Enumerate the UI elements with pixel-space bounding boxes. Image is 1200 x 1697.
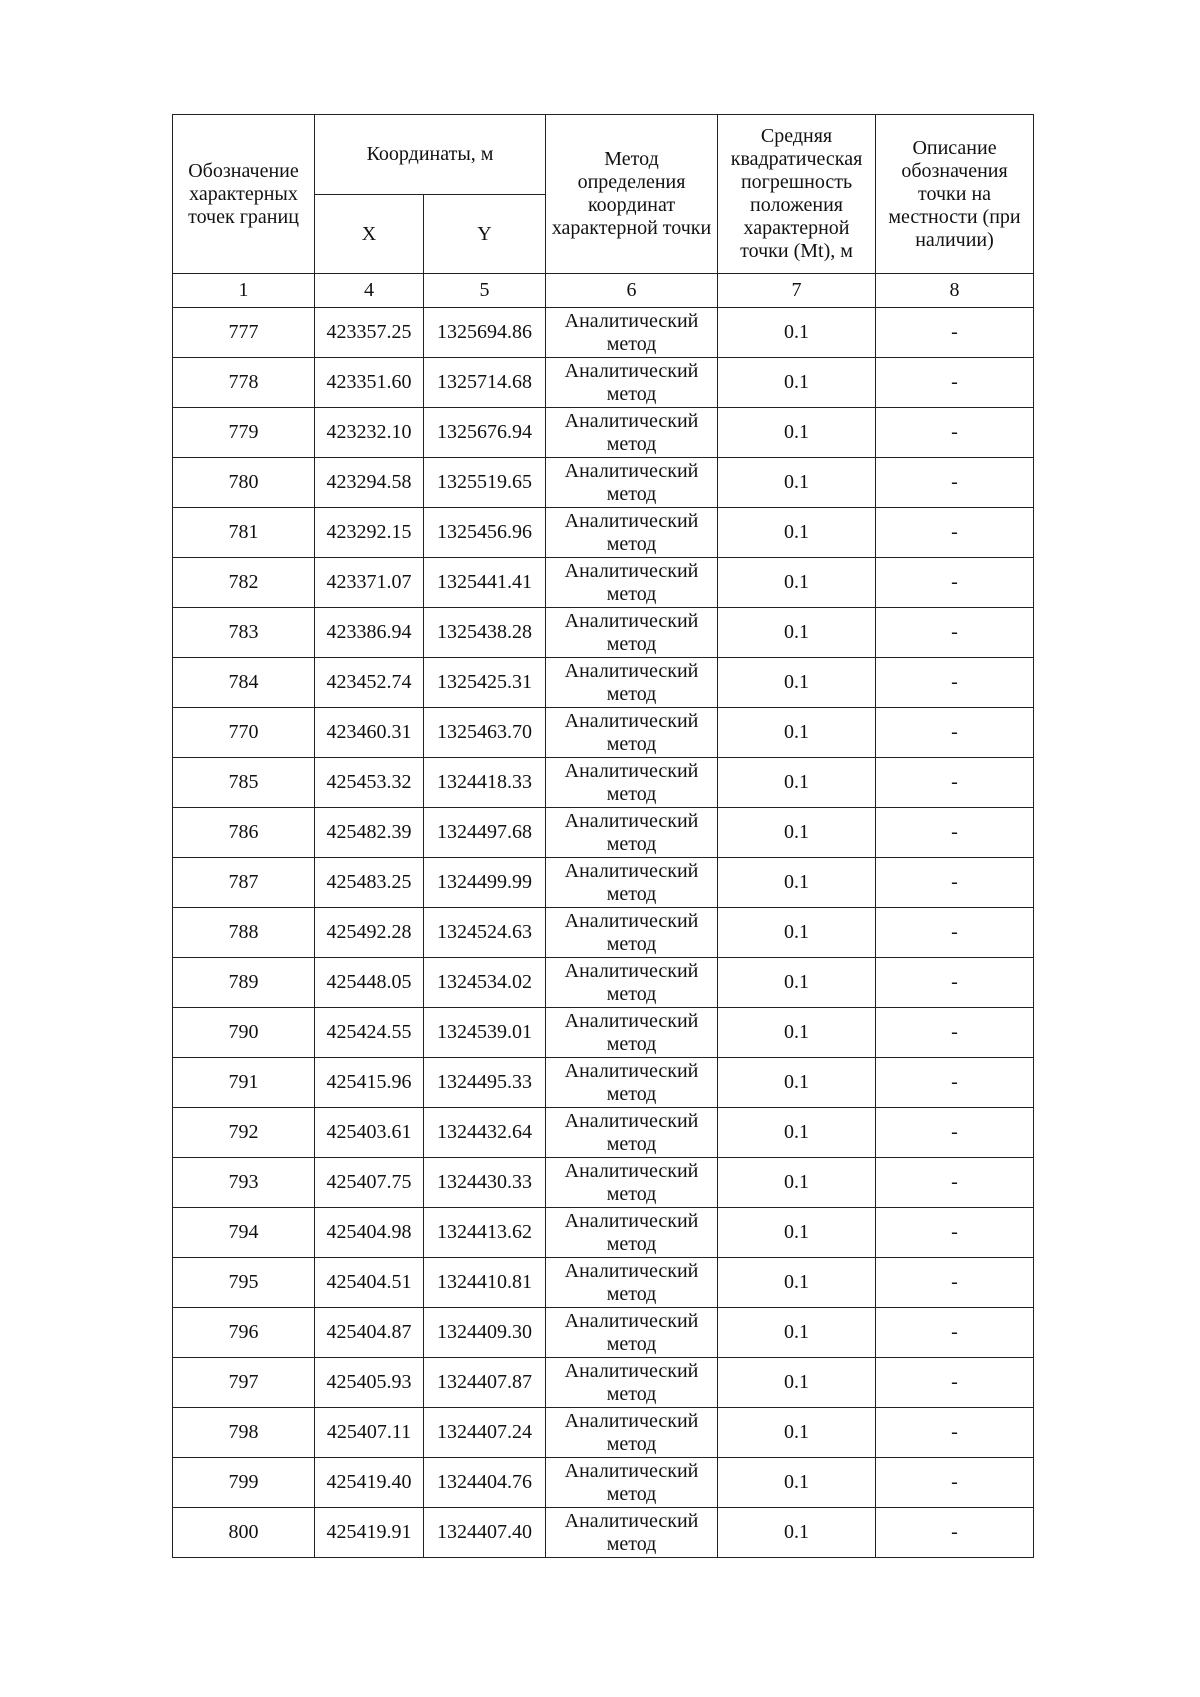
y-coordinate-cell: 1324497.68 xyxy=(424,808,546,858)
x-coordinate-cell: 425424.55 xyxy=(315,1008,424,1058)
x-coordinate-cell: 425403.61 xyxy=(315,1108,424,1158)
x-coordinate-cell: 423292.15 xyxy=(315,508,424,558)
description-cell: - xyxy=(876,1008,1034,1058)
y-coordinate-cell: 1324534.02 xyxy=(424,958,546,1008)
method-cell: Аналитический метод xyxy=(546,558,718,608)
x-coordinate-cell: 423386.94 xyxy=(315,608,424,658)
y-coordinate-cell: 1324499.99 xyxy=(424,858,546,908)
description-cell: - xyxy=(876,1408,1034,1458)
column-number-row xyxy=(173,274,1034,308)
error-cell: 0.1 xyxy=(718,558,876,608)
error-cell: 0.1 xyxy=(718,408,876,458)
description-cell: - xyxy=(876,758,1034,808)
y-coordinate-cell: 1325438.28 xyxy=(424,608,546,658)
column-number: 8 xyxy=(876,274,1034,308)
point-cell: 779 xyxy=(173,408,315,458)
method-cell: Аналитический метод xyxy=(546,958,718,1008)
method-cell: Аналитический метод xyxy=(546,658,718,708)
point-cell: 782 xyxy=(173,558,315,608)
x-coordinate-cell: 423460.31 xyxy=(315,708,424,758)
y-coordinate-cell: 1324407.24 xyxy=(424,1408,546,1458)
y-coordinate-cell: 1324430.33 xyxy=(424,1158,546,1208)
y-coordinate-cell: 1324407.87 xyxy=(424,1358,546,1408)
column-number: 4 xyxy=(315,274,424,308)
table-row xyxy=(173,358,1034,408)
x-coordinate-cell: 425492.28 xyxy=(315,908,424,958)
x-coordinate-cell: 423452.74 xyxy=(315,658,424,708)
description-cell: - xyxy=(876,308,1034,358)
description-cell: - xyxy=(876,658,1034,708)
error-cell: 0.1 xyxy=(718,1458,876,1508)
y-coordinate-cell: 1324524.63 xyxy=(424,908,546,958)
x-coordinate-cell: 423371.07 xyxy=(315,558,424,608)
method-cell: Аналитический метод xyxy=(546,508,718,558)
error-cell: 0.1 xyxy=(718,508,876,558)
table-row xyxy=(173,1508,1034,1558)
description-cell: - xyxy=(876,558,1034,608)
description-cell: - xyxy=(876,1458,1034,1508)
table-row xyxy=(173,558,1034,608)
y-coordinate-cell: 1324432.64 xyxy=(424,1108,546,1158)
column-number: 5 xyxy=(424,274,546,308)
x-coordinate-cell: 425404.51 xyxy=(315,1258,424,1308)
y-coordinate-cell: 1324418.33 xyxy=(424,758,546,808)
error-cell: 0.1 xyxy=(718,1508,876,1558)
y-coordinate-cell: 1324539.01 xyxy=(424,1008,546,1058)
point-cell: 785 xyxy=(173,758,315,808)
y-coordinate-cell: 1324407.40 xyxy=(424,1508,546,1558)
y-coordinate-cell: 1324409.30 xyxy=(424,1308,546,1358)
column-number: 7 xyxy=(718,274,876,308)
error-cell: 0.1 xyxy=(718,358,876,408)
header-description: Описание обозначения точки на местности (при наличии) xyxy=(876,115,1034,274)
error-cell: 0.1 xyxy=(718,1408,876,1458)
method-cell: Аналитический метод xyxy=(546,1358,718,1408)
column-number: 1 xyxy=(173,274,315,308)
table-row xyxy=(173,1258,1034,1308)
table-row xyxy=(173,1308,1034,1358)
description-cell: - xyxy=(876,858,1034,908)
table-row xyxy=(173,1158,1034,1208)
method-cell: Аналитический метод xyxy=(546,458,718,508)
table-row xyxy=(173,958,1034,1008)
table-row xyxy=(173,408,1034,458)
point-cell: 799 xyxy=(173,1458,315,1508)
y-coordinate-cell: 1325694.86 xyxy=(424,308,546,358)
description-cell: - xyxy=(876,408,1034,458)
point-cell: 789 xyxy=(173,958,315,1008)
error-cell: 0.1 xyxy=(718,308,876,358)
x-coordinate-cell: 425405.93 xyxy=(315,1358,424,1408)
y-coordinate-cell: 1324410.81 xyxy=(424,1258,546,1308)
description-cell: - xyxy=(876,1308,1034,1358)
method-cell: Аналитический метод xyxy=(546,908,718,958)
error-cell: 0.1 xyxy=(718,1158,876,1208)
method-cell: Аналитический метод xyxy=(546,308,718,358)
description-cell: - xyxy=(876,708,1034,758)
error-cell: 0.1 xyxy=(718,1208,876,1258)
method-cell: Аналитический метод xyxy=(546,1108,718,1158)
y-coordinate-cell: 1324404.76 xyxy=(424,1458,546,1508)
point-cell: 786 xyxy=(173,808,315,858)
x-coordinate-cell: 425404.87 xyxy=(315,1308,424,1358)
y-coordinate-cell: 1325714.68 xyxy=(424,358,546,408)
description-cell: - xyxy=(876,958,1034,1008)
x-coordinate-cell: 423351.60 xyxy=(315,358,424,408)
method-cell: Аналитический метод xyxy=(546,1008,718,1058)
description-cell: - xyxy=(876,608,1034,658)
header-point: Обозначение характерных точек границ xyxy=(173,115,315,274)
table-row xyxy=(173,1458,1034,1508)
x-coordinate-cell: 423294.58 xyxy=(315,458,424,508)
description-cell: - xyxy=(876,1108,1034,1158)
method-cell: Аналитический метод xyxy=(546,1458,718,1508)
point-cell: 781 xyxy=(173,508,315,558)
description-cell: - xyxy=(876,1058,1034,1108)
table-row xyxy=(173,308,1034,358)
method-cell: Аналитический метод xyxy=(546,1208,718,1258)
table-row xyxy=(173,1058,1034,1108)
description-cell: - xyxy=(876,1208,1034,1258)
point-cell: 787 xyxy=(173,858,315,908)
table-row xyxy=(173,708,1034,758)
error-cell: 0.1 xyxy=(718,1008,876,1058)
point-cell: 800 xyxy=(173,1508,315,1558)
point-cell: 784 xyxy=(173,658,315,708)
x-coordinate-cell: 425448.05 xyxy=(315,958,424,1008)
method-cell: Аналитический метод xyxy=(546,1158,718,1208)
description-cell: - xyxy=(876,908,1034,958)
point-cell: 777 xyxy=(173,308,315,358)
table-row xyxy=(173,1408,1034,1458)
column-number: 6 xyxy=(546,274,718,308)
method-cell: Аналитический метод xyxy=(546,808,718,858)
error-cell: 0.1 xyxy=(718,958,876,1008)
table-row xyxy=(173,1008,1034,1058)
error-cell: 0.1 xyxy=(718,1108,876,1158)
description-cell: - xyxy=(876,458,1034,508)
description-cell: - xyxy=(876,1508,1034,1558)
y-coordinate-cell: 1325463.70 xyxy=(424,708,546,758)
x-coordinate-cell: 423232.10 xyxy=(315,408,424,458)
header-row xyxy=(173,115,1034,195)
description-cell: - xyxy=(876,1358,1034,1408)
x-coordinate-cell: 425404.98 xyxy=(315,1208,424,1258)
header-method: Метод определения координат характерной точки xyxy=(546,115,718,274)
description-cell: - xyxy=(876,1158,1034,1208)
method-cell: Аналитический метод xyxy=(546,1058,718,1108)
x-coordinate-cell: 425482.39 xyxy=(315,808,424,858)
table-row xyxy=(173,1358,1034,1408)
y-coordinate-cell: 1325441.41 xyxy=(424,558,546,608)
table-body xyxy=(173,308,1034,1558)
method-cell: Аналитический метод xyxy=(546,408,718,458)
method-cell: Аналитический метод xyxy=(546,1408,718,1458)
error-cell: 0.1 xyxy=(718,908,876,958)
method-cell: Аналитический метод xyxy=(546,358,718,408)
point-cell: 796 xyxy=(173,1308,315,1358)
coordinates-table xyxy=(172,114,1034,1558)
x-coordinate-cell: 425419.91 xyxy=(315,1508,424,1558)
error-cell: 0.1 xyxy=(718,1358,876,1408)
description-cell: - xyxy=(876,808,1034,858)
point-cell: 794 xyxy=(173,1208,315,1258)
x-coordinate-cell: 425483.25 xyxy=(315,858,424,908)
table-row xyxy=(173,658,1034,708)
method-cell: Аналитический метод xyxy=(546,1308,718,1358)
x-coordinate-cell: 425407.11 xyxy=(315,1408,424,1458)
point-cell: 791 xyxy=(173,1058,315,1108)
point-cell: 793 xyxy=(173,1158,315,1208)
method-cell: Аналитический метод xyxy=(546,1508,718,1558)
error-cell: 0.1 xyxy=(718,458,876,508)
point-cell: 778 xyxy=(173,358,315,408)
point-cell: 792 xyxy=(173,1108,315,1158)
x-coordinate-cell: 425407.75 xyxy=(315,1158,424,1208)
y-coordinate-cell: 1325676.94 xyxy=(424,408,546,458)
header-error: Средняя квадратическая погрешность положения характерной точки (Mt), м xyxy=(718,115,876,274)
error-cell: 0.1 xyxy=(718,708,876,758)
point-cell: 788 xyxy=(173,908,315,958)
method-cell: Аналитический метод xyxy=(546,758,718,808)
method-cell: Аналитический метод xyxy=(546,708,718,758)
table-row xyxy=(173,608,1034,658)
error-cell: 0.1 xyxy=(718,1058,876,1108)
x-coordinate-cell: 425419.40 xyxy=(315,1458,424,1508)
y-coordinate-cell: 1325425.31 xyxy=(424,658,546,708)
error-cell: 0.1 xyxy=(718,608,876,658)
table-row xyxy=(173,908,1034,958)
point-cell: 780 xyxy=(173,458,315,508)
y-coordinate-cell: 1324413.62 xyxy=(424,1208,546,1258)
table-row xyxy=(173,808,1034,858)
method-cell: Аналитический метод xyxy=(546,858,718,908)
y-coordinate-cell: 1325456.96 xyxy=(424,508,546,558)
header-coordinates: Координаты, м xyxy=(315,115,546,195)
method-cell: Аналитический метод xyxy=(546,608,718,658)
point-cell: 797 xyxy=(173,1358,315,1408)
x-coordinate-cell: 423357.25 xyxy=(315,308,424,358)
y-coordinate-cell: 1325519.65 xyxy=(424,458,546,508)
description-cell: - xyxy=(876,508,1034,558)
x-coordinate-cell: 425453.32 xyxy=(315,758,424,808)
error-cell: 0.1 xyxy=(718,808,876,858)
table-row xyxy=(173,858,1034,908)
error-cell: 0.1 xyxy=(718,658,876,708)
header-y: Y xyxy=(424,195,546,274)
description-cell: - xyxy=(876,1258,1034,1308)
point-cell: 770 xyxy=(173,708,315,758)
table-row xyxy=(173,508,1034,558)
x-coordinate-cell: 425415.96 xyxy=(315,1058,424,1108)
point-cell: 783 xyxy=(173,608,315,658)
point-cell: 790 xyxy=(173,1008,315,1058)
table-row xyxy=(173,458,1034,508)
error-cell: 0.1 xyxy=(718,758,876,808)
point-cell: 798 xyxy=(173,1408,315,1458)
error-cell: 0.1 xyxy=(718,1308,876,1358)
error-cell: 0.1 xyxy=(718,858,876,908)
point-cell: 795 xyxy=(173,1258,315,1308)
method-cell: Аналитический метод xyxy=(546,1258,718,1308)
description-cell: - xyxy=(876,358,1034,408)
error-cell: 0.1 xyxy=(718,1258,876,1308)
table-row xyxy=(173,758,1034,808)
header-x: X xyxy=(315,195,424,274)
y-coordinate-cell: 1324495.33 xyxy=(424,1058,546,1108)
table-row xyxy=(173,1108,1034,1158)
table-row xyxy=(173,1208,1034,1258)
